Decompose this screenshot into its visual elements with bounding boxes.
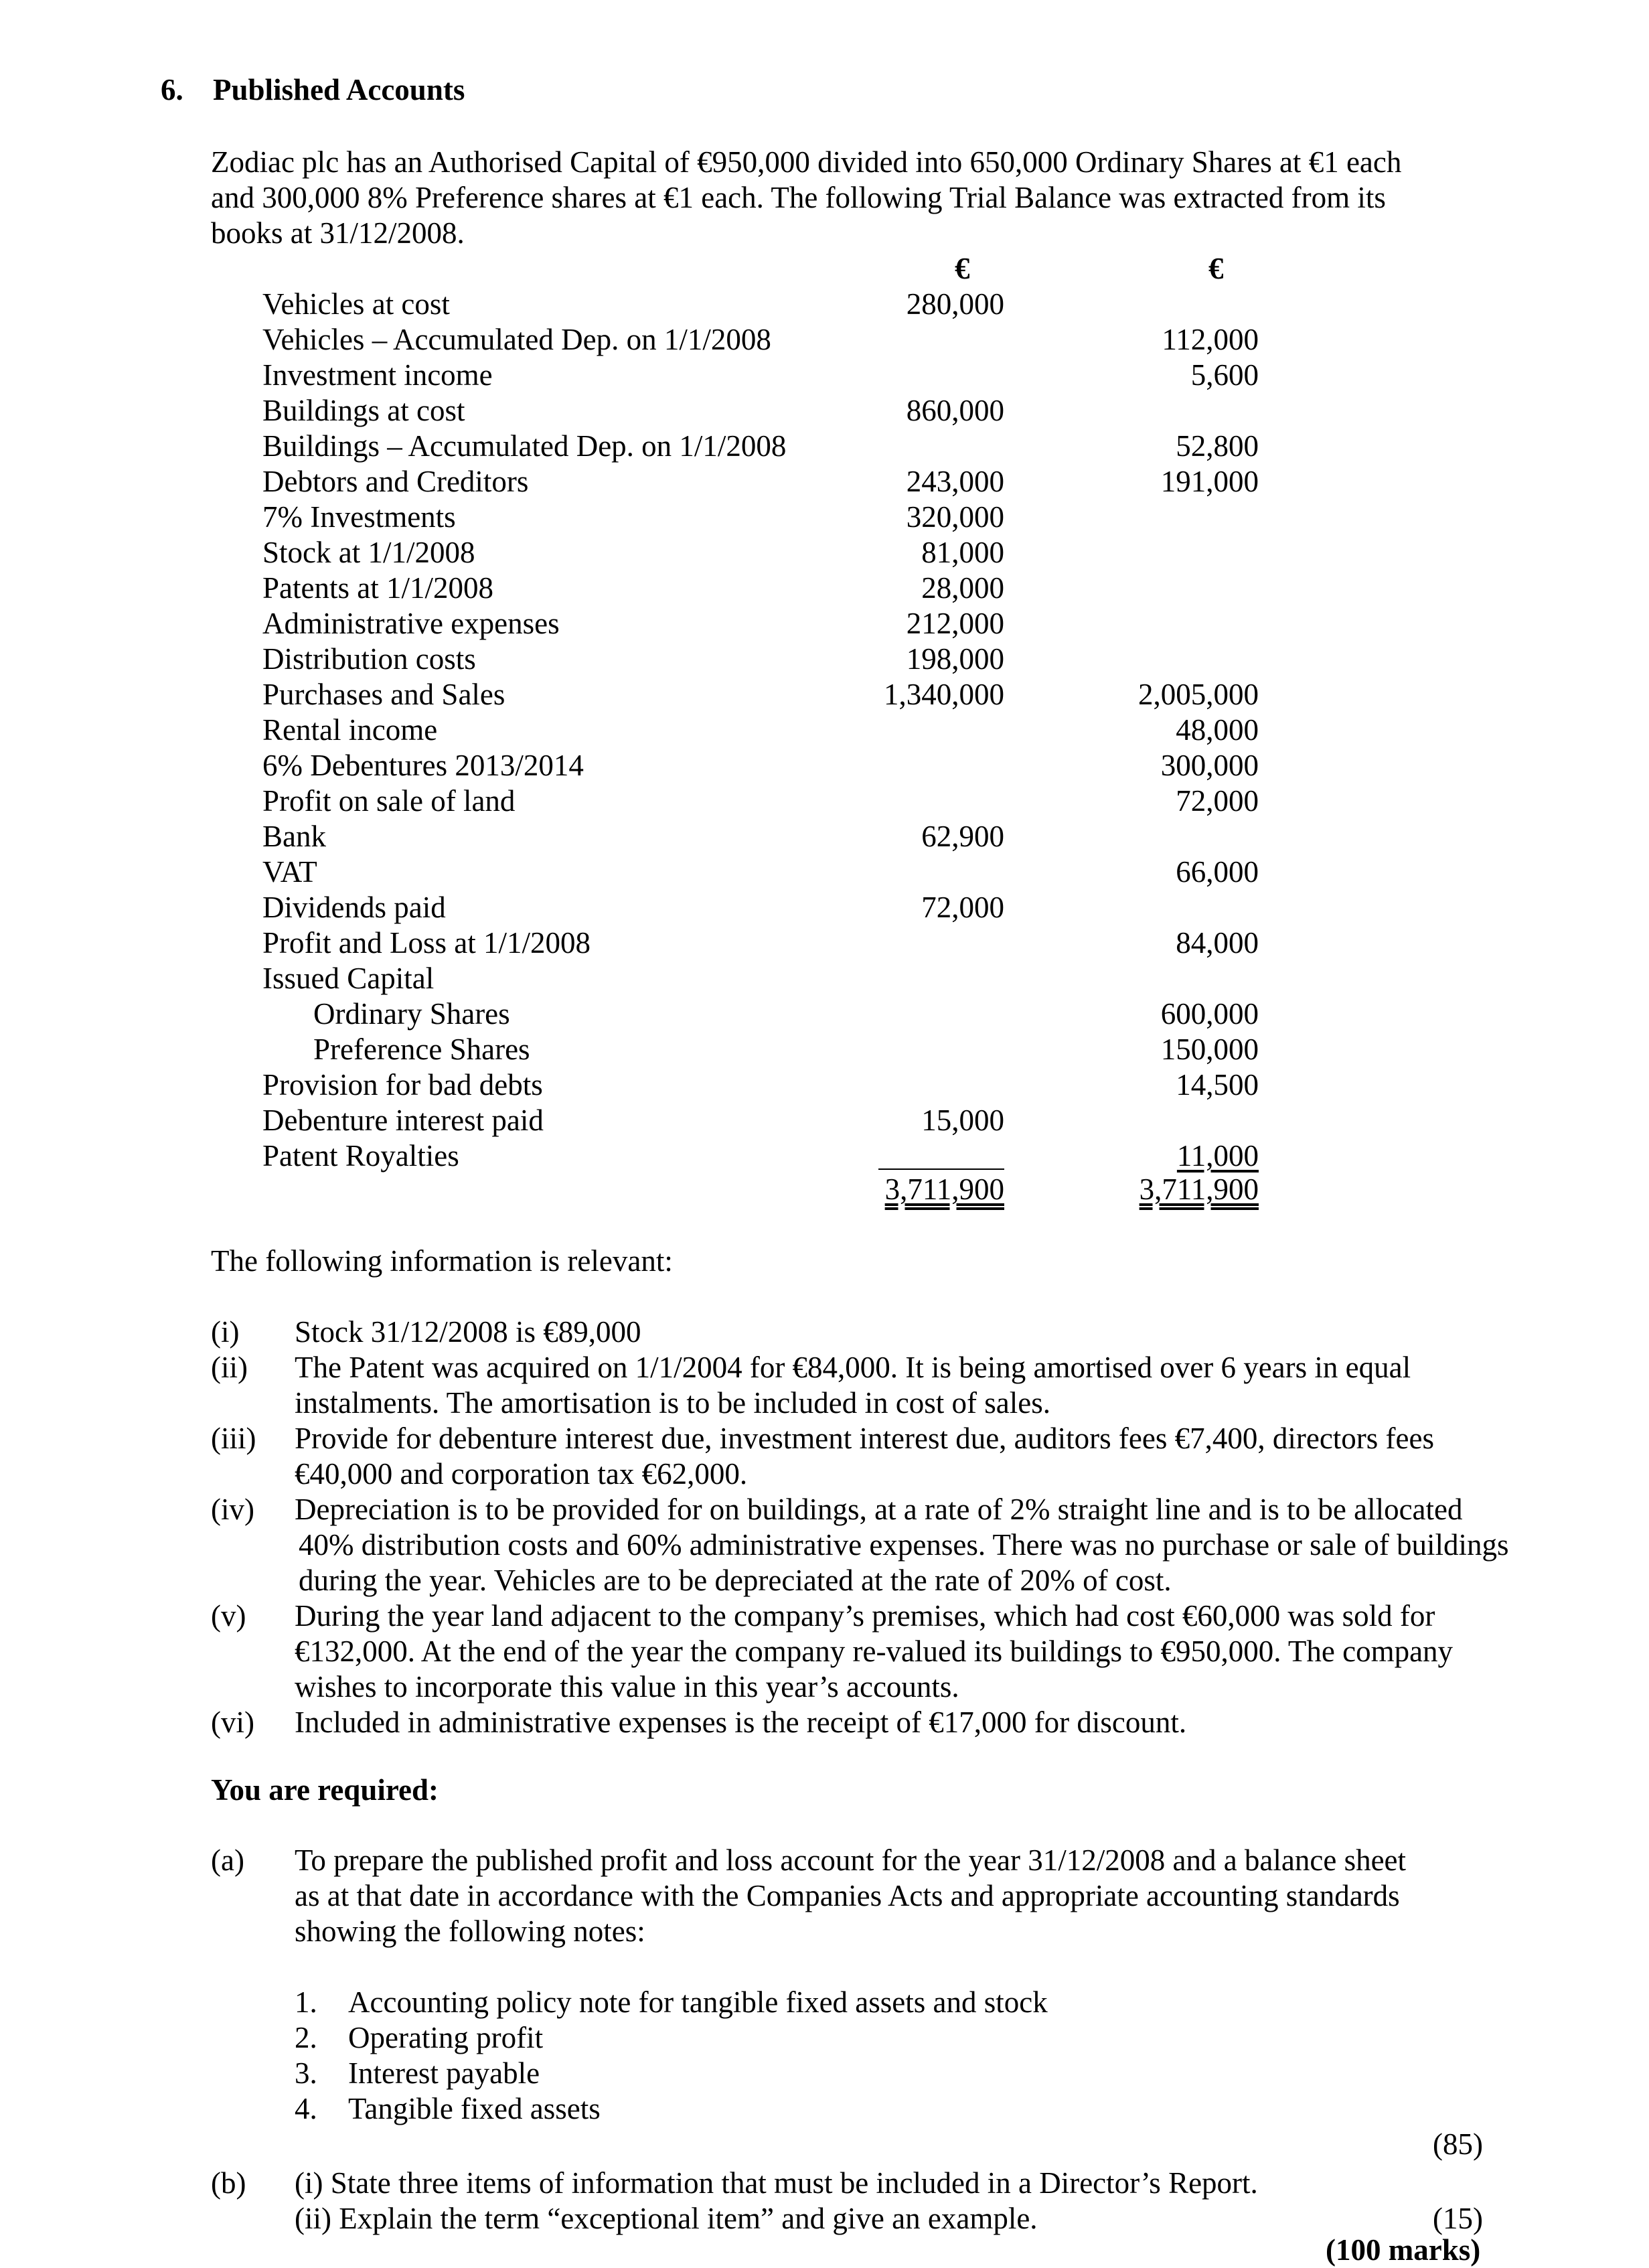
info-item-line: Stock 31/12/2008 is €89,000 [295,1315,641,1349]
info-item-line: Provide for debenture interest due, investment interest due, auditors fees €7,400, directors fees [295,1422,1434,1455]
note-4-number: 4. [295,2092,317,2125]
tb-row-credit: 48,000 [1176,713,1259,747]
info-item-line: €40,000 and corporation tax €62,000. [295,1457,748,1491]
debit-currency-header: € [955,252,970,285]
required-heading: You are required: [211,1773,439,1807]
total-credit: 3,711,900 [1139,1173,1259,1206]
tb-row-credit: 150,000 [1160,1033,1259,1066]
part-b-line-1: (i) State three items of information that must be included in a Director’s Report. [295,2166,1258,2200]
tb-row-credit: 191,000 [1160,465,1259,498]
tb-row-debit: 81,000 [921,536,1004,569]
info-item-number: (vi) [211,1706,254,1739]
info-item-line: during the year. Vehicles are to be depreciated at the rate of 20% of cost. [299,1564,1172,1597]
tb-row-debit: 198,000 [906,642,1004,676]
part-b-label: (b) [211,2166,246,2200]
info-item-line: wishes to incorporate this value in this year’s accounts. [295,1670,959,1704]
intro-line-2: and 300,000 8% Preference shares at €1 each. The following Trial Balance was extracted from its [211,181,1386,214]
tb-row-label: Preference Shares [313,1033,530,1066]
tb-row-credit: 11,000 [1176,1139,1259,1173]
tb-row-label: Profit and Loss at 1/1/2008 [262,926,591,960]
tb-row-label: Buildings at cost [262,394,465,427]
info-item-number: (iv) [211,1493,254,1526]
info-item-number: (ii) [211,1351,248,1384]
part-b-line-2: (ii) Explain the term “exceptional item” and give an example. [295,2202,1038,2235]
tb-row-label: Patents at 1/1/2008 [262,571,493,605]
tb-row-label: Provision for bad debts [262,1068,543,1102]
tb-row-debit: 212,000 [906,607,1004,640]
info-item-line: instalments. The amortisation is to be included in cost of sales. [295,1386,1050,1420]
tb-row-label: Ordinary Shares [313,997,510,1031]
tb-row-debit: 280,000 [906,287,1004,321]
tb-row-credit: 112,000 [1162,323,1259,356]
tb-row-debit: 72,000 [921,891,1004,924]
total-debit: 3,711,900 [884,1173,1004,1206]
tb-row-credit: 600,000 [1160,997,1259,1031]
debit-subtotal-rule [878,1168,1004,1170]
tb-row-label: Investment income [262,358,493,392]
intro-line-1: Zodiac plc has an Authorised Capital of €950,000 divided into 650,000 Ordinary Shares at €1 each [211,145,1402,179]
tb-row-label: 6% Debentures 2013/2014 [262,749,584,782]
note-1-text: Accounting policy note for tangible fixed assets and stock [348,1985,1048,2019]
tb-row-credit: 66,000 [1176,855,1259,889]
tb-row-label: Debtors and Creditors [262,465,529,498]
tb-row-label: Administrative expenses [262,607,560,640]
tb-row-debit: 1,340,000 [884,678,1004,711]
info-item-line: €132,000. At the end of the year the company re-valued its buildings to €950,000. The company [295,1635,1454,1668]
tb-row-label: Patent Royalties [262,1139,459,1173]
tb-row-credit: 14,500 [1176,1068,1259,1102]
tb-row-credit: 300,000 [1160,749,1259,782]
tb-row-label: Debenture interest paid [262,1104,544,1137]
info-item-number: (iii) [211,1422,256,1455]
tb-row-debit: 860,000 [906,394,1004,427]
tb-row-label: Issued Capital [262,962,435,995]
total-marks: (100 marks) [1326,2233,1481,2267]
info-heading: The following information is relevant: [211,1244,673,1278]
part-a-line-1: To prepare the published profit and loss account for the year 31/12/2008 and a balance sheet [295,1843,1407,1877]
tb-row-label: Vehicles at cost [262,287,450,321]
tb-row-credit: 72,000 [1176,784,1259,818]
tb-row-credit: 84,000 [1176,926,1259,960]
part-a-label: (a) [211,1843,244,1877]
tb-row-credit: 52,800 [1176,429,1259,463]
tb-row-label: Bank [262,820,326,853]
part-a-line-3: showing the following notes: [295,1914,645,1948]
tb-row-label: Profit on sale of land [262,784,516,818]
note-1-number: 1. [295,1985,317,2019]
note-2-number: 2. [295,2021,317,2054]
info-item-line: Depreciation is to be provided for on buildings, at a rate of 2% straight line and is to be allocated [295,1493,1463,1526]
tb-row-label: VAT [262,855,317,889]
tb-row-label: Rental income [262,713,438,747]
tb-row-credit: 5,600 [1190,358,1259,392]
note-3-text: Interest payable [348,2056,540,2090]
tb-row-label: 7% Investments [262,500,456,534]
tb-row-label: Vehicles – Accumulated Dep. on 1/1/2008 [262,323,771,356]
intro-line-3: books at 31/12/2008. [211,216,465,250]
info-item-number: (i) [211,1315,240,1349]
tb-row-debit: 62,900 [921,820,1004,853]
tb-row-debit: 15,000 [921,1104,1004,1137]
tb-row-label: Dividends paid [262,891,446,924]
part-b-marks: (15) [1433,2202,1483,2235]
tb-row-debit: 320,000 [906,500,1004,534]
question-number: 6. [161,73,183,106]
part-a-line-2: as at that date in accordance with the Companies Acts and appropriate accounting standards [295,1879,1400,1912]
credit-currency-header: € [1208,252,1224,285]
tb-row-label: Purchases and Sales [262,678,505,711]
info-item-line: The Patent was acquired on 1/1/2004 for €84,000. It is being amortised over 6 years in equal [295,1351,1411,1384]
info-item-line: 40% distribution costs and 60% administrative expenses. There was no purchase or sale of buildings [299,1528,1509,1562]
tb-row-label: Buildings – Accumulated Dep. on 1/1/2008 [262,429,787,463]
info-item-line: During the year land adjacent to the company’s premises, which had cost €60,000 was sold for [295,1599,1435,1633]
note-2-text: Operating profit [348,2021,544,2054]
note-4-text: Tangible fixed assets [348,2092,601,2125]
tb-row-label: Stock at 1/1/2008 [262,536,475,569]
tb-row-debit: 243,000 [906,465,1004,498]
note-3-number: 3. [295,2056,317,2090]
part-a-marks: (85) [1433,2127,1483,2161]
info-item-line: Included in administrative expenses is the receipt of €17,000 for discount. [295,1706,1187,1739]
info-item-number: (v) [211,1599,246,1633]
tb-row-credit: 2,005,000 [1138,678,1259,711]
question-title: Published Accounts [213,73,465,106]
tb-row-label: Distribution costs [262,642,476,676]
tb-row-debit: 28,000 [921,571,1004,605]
